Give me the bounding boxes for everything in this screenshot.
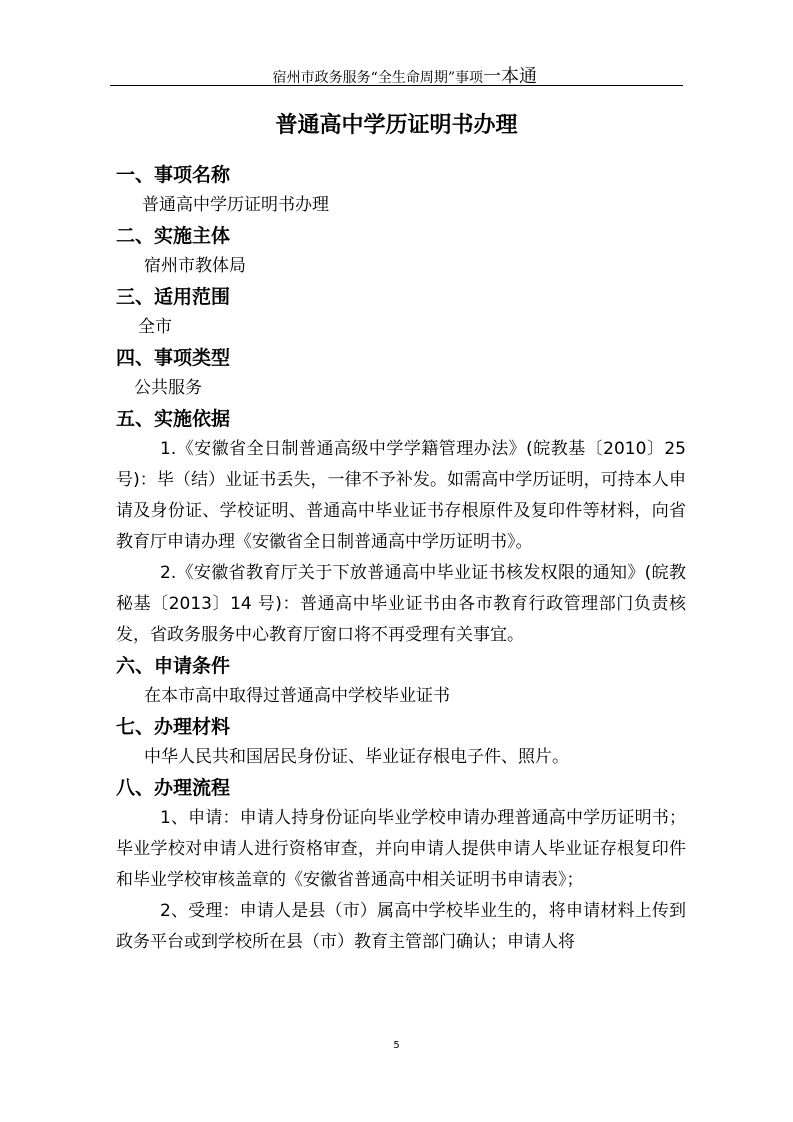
section-heading-item-type: 四、事项类型 (116, 347, 231, 369)
section-heading-conditions: 六、申请条件 (116, 655, 231, 677)
process-paragraph-1: 1、申请：申请人持身份证向毕业学校申请办理普通高中学历证明书；毕业学校对申请人进行资格审查，并向申请人提供申请人毕业证存根复印件和毕业学校审核盖章的《安徽省普通高中相关证明书申请表》； (116, 808, 686, 890)
section-text-conditions: 在本市高中取得过普通高中学校毕业证书 (144, 686, 450, 706)
section-text-materials: 中华人民共和国居民身份证、毕业证存根电子件、照片。 (144, 747, 569, 767)
section-heading-process: 八、办理流程 (116, 777, 231, 799)
header-text: 宿州市政务服务“全生命周期”事项 (272, 70, 483, 86)
section-heading-legal-basis: 五、实施依据 (116, 408, 231, 430)
section-text-scope: 全市 (138, 317, 172, 337)
section-heading-item-name: 一、事项名称 (116, 164, 231, 186)
legal-basis-paragraph-1: 1.《安徽省全日制普通高级中学学籍管理办法》(皖教基〔2010〕25 号)：毕（结）业证书丢失，一律不予补发。如需高中学历证明，可持本人申请及身份证、学校证明、普通高中毕业证书存根原件及复印件等材料，向省教育厅申请办理《安徽省全日制普通高中学历证明书》。 (116, 439, 686, 552)
page-number: 5 (393, 1040, 400, 1051)
legal-basis-paragraph-2: 2.《安徽省教育厅关于下放普通高中毕业证书核发权限的通知》(皖教秘基〔2013〕14 号)：普通高中毕业证书由各市教育行政管理部门负责核发，省政务服务中心教育厅窗口将不再受理有关事宜。 (116, 563, 686, 645)
section-heading-implementer: 二、实施主体 (116, 225, 231, 247)
document-body (116, 160, 686, 958)
process-paragraph-2: 2、受理：申请人是县（市）属高中学校毕业生的，将申请材料上传到政务平台或到学校所在县（市）教育主管部门确认；申请人将 (116, 901, 686, 952)
section-heading-scope: 三、适用范围 (116, 286, 231, 308)
section-text-item-type: 公共服务 (134, 378, 202, 398)
section-text-implementer: 宿州市教体局 (144, 256, 246, 276)
section-heading-materials: 七、办理材料 (116, 716, 231, 738)
section-text-item-name: 普通高中学历证明书办理 (142, 195, 329, 215)
header-rule (110, 85, 683, 86)
header-emphasis: 一本通 (483, 66, 537, 87)
document-title: 普通高中学历证明书办理 (275, 113, 518, 138)
